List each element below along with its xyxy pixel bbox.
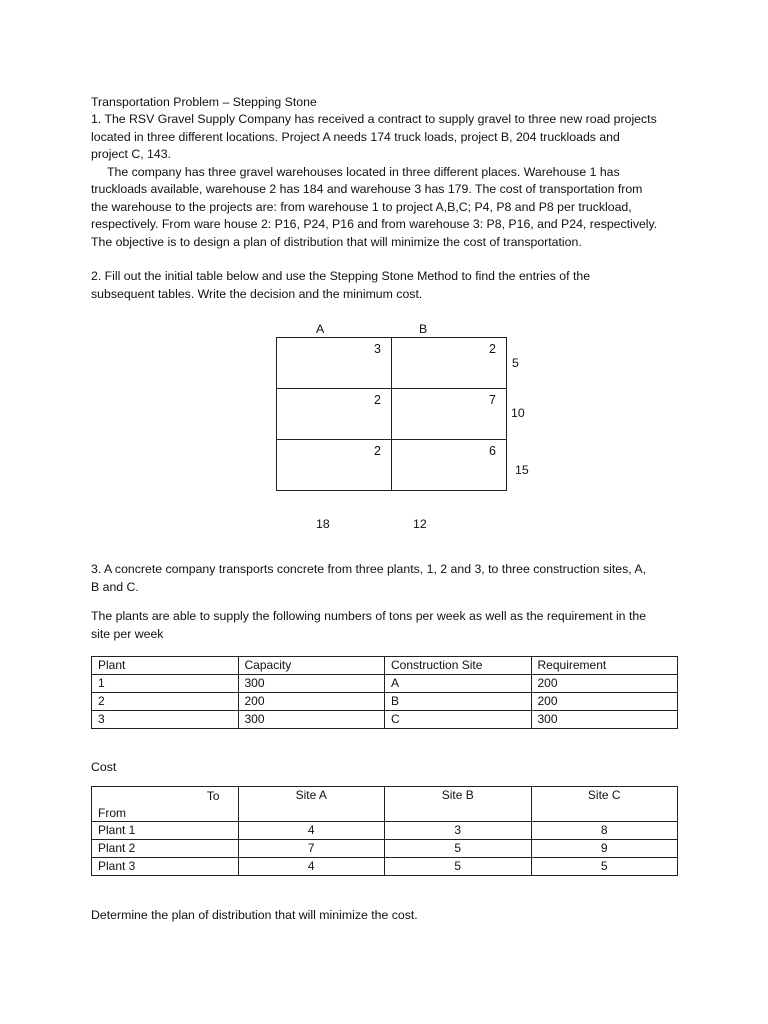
table-cell: A: [385, 675, 532, 693]
to-label: To: [206, 789, 220, 803]
table-cell: 200: [238, 693, 385, 711]
table-row: [92, 858, 678, 876]
grid-cell: 2: [277, 440, 392, 491]
q1-line: The company has three gravel warehouses located in three different places. Warehouse 1 has: [107, 164, 620, 179]
grid-cell: 3: [277, 338, 392, 389]
table-cell: 200: [531, 675, 678, 693]
demand-value: 12: [413, 517, 427, 531]
grid-col-label: B: [419, 322, 428, 336]
demand-value: 18: [316, 517, 330, 531]
table-cell: 5: [531, 858, 678, 876]
q1-line: truckloads available, warehouse 2 has 184 and warehouse 3 has 179. The cost of transportation from: [91, 182, 643, 196]
table-header: Requirement: [531, 657, 678, 675]
q1-line: 1. The RSV Gravel Supply Company has received a contract to supply gravel to three new road projects: [91, 112, 657, 126]
table-cell: 200: [531, 693, 678, 711]
table-cell: 4: [238, 822, 385, 840]
q2-line: 2. Fill out the initial table below and use the Stepping Stone Method to find the entries of the: [91, 269, 591, 283]
table-cell: 300: [238, 675, 385, 693]
question-3: [91, 561, 681, 596]
question-1: [91, 111, 681, 251]
capacity-table: [91, 656, 678, 729]
table-cell: 3: [92, 711, 239, 729]
table-cell: B: [385, 693, 532, 711]
table-cell: 300: [531, 711, 678, 729]
transport-grid: [276, 337, 507, 491]
page-title: Transportation Problem – Stepping Stone: [91, 95, 317, 109]
q3-line: 3. A concrete company transports concrete from three plants, 1, 2 and 3, to three construction sites, A,: [91, 562, 647, 576]
supply-value: 5: [512, 356, 519, 370]
table-cell: 7: [238, 840, 385, 858]
table-row: [92, 822, 678, 840]
table-cell: C: [385, 711, 532, 729]
q3-line: The plants are able to supply the following numbers of tons per week as well as the requirement in the: [91, 609, 647, 623]
grid-cell: 2: [392, 338, 507, 389]
table-cell: 8: [531, 822, 678, 840]
table-header-row: [92, 787, 678, 822]
final-instruction: Determine the plan of distribution that will minimize the cost.: [91, 908, 418, 922]
table-header: Construction Site: [385, 657, 532, 675]
table-cell: 2: [92, 693, 239, 711]
table-cell: 5: [385, 858, 532, 876]
grid-cell: 6: [392, 440, 507, 491]
grid-col-label: A: [316, 322, 325, 336]
row-label: Plant 1: [92, 822, 239, 840]
grid-cell: 7: [392, 389, 507, 440]
q1-line: respectively. From ware house 2: P16, P24, P16 and from warehouse 3: P8, P16, and P24, respectively.: [91, 217, 658, 231]
q1-line: The objective is to design a plan of distribution that will minimize the cost of transportation.: [91, 234, 582, 249]
question-2: [91, 268, 681, 303]
table-cell: 5: [385, 840, 532, 858]
q3-line: site per week: [91, 626, 164, 641]
q3-line: B and C.: [91, 579, 139, 594]
q1-line: located in three different locations. Project A needs 174 truck loads, project B, 204 truckloads and: [91, 129, 620, 144]
q1-line: project C, 143.: [91, 147, 171, 161]
table-header-row: [92, 657, 678, 675]
question-3-desc: [91, 608, 681, 643]
table-header: Plant: [92, 657, 239, 675]
table-cell: 1: [92, 675, 239, 693]
cost-table: [91, 786, 678, 876]
row-label: Plant 3: [92, 858, 239, 876]
from-label: From: [98, 806, 126, 820]
row-label: Plant 2: [92, 840, 239, 858]
q2-line: subsequent tables. Write the decision and the minimum cost.: [91, 286, 423, 301]
table-header: Site A: [238, 787, 385, 822]
table-cell: 300: [238, 711, 385, 729]
table-header: Site B: [385, 787, 532, 822]
table-row: [92, 840, 678, 858]
table-cell: 4: [238, 858, 385, 876]
grid-cell: 2: [277, 389, 392, 440]
table-cell: 9: [531, 840, 678, 858]
table-cell: 3: [385, 822, 532, 840]
supply-value: 15: [515, 463, 529, 477]
q1-line: the warehouse to the projects are: from warehouse 1 to project A,B,C; P4, P8 and P8 per truckload,: [91, 199, 632, 214]
table-row: [92, 693, 678, 711]
to-from-cell: [92, 787, 239, 822]
table-row: [92, 675, 678, 693]
table-header: Capacity: [238, 657, 385, 675]
supply-value: 10: [511, 406, 525, 420]
table-header: Site C: [531, 787, 678, 822]
cost-label: Cost: [91, 760, 117, 774]
table-row: [92, 711, 678, 729]
